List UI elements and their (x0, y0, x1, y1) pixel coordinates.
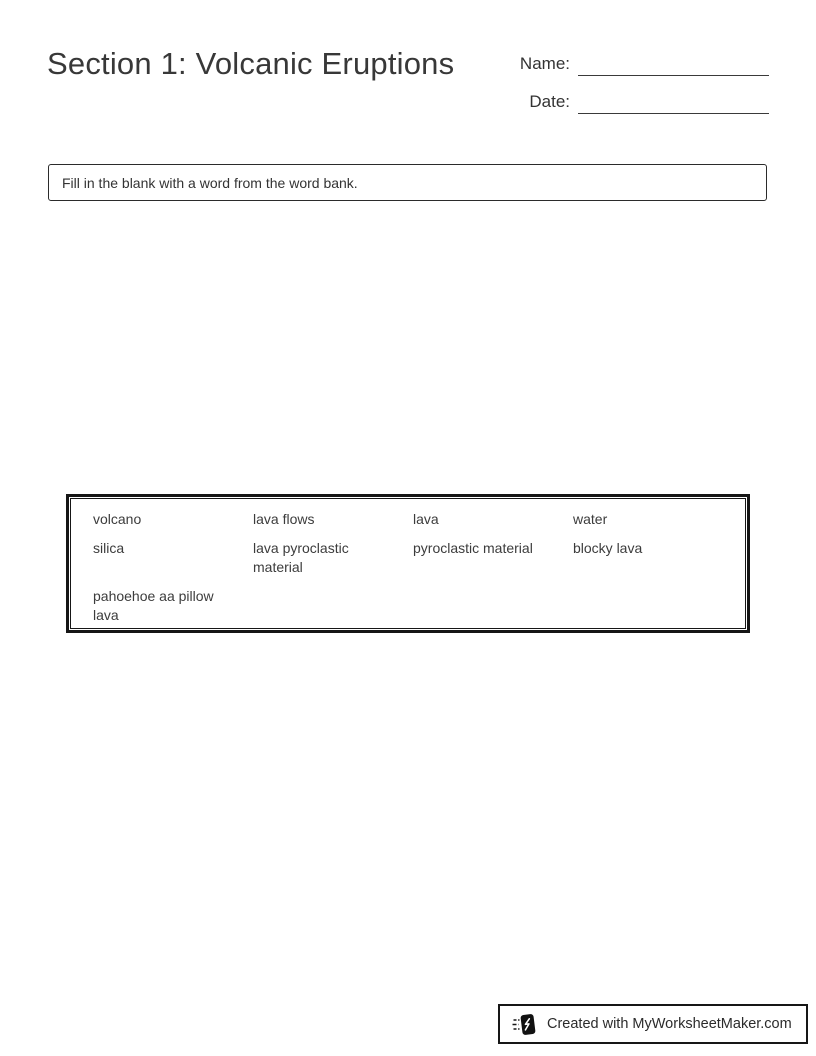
date-field-row (508, 88, 770, 114)
footer-credit (498, 1004, 808, 1044)
word-bank-item: lava (413, 511, 439, 527)
word-bank-item: lava flows (253, 511, 315, 527)
word-bank-item: water (573, 511, 608, 527)
word-bank-item: silica (93, 540, 125, 556)
word-bank-item: pyroclastic material (413, 540, 533, 556)
word-bank-item: volcano (93, 511, 142, 527)
footer-credit-text: Created with MyWorksheetMaker.com (547, 1016, 792, 1032)
word-bank-item: blocky lava (573, 540, 643, 556)
name-field-row (508, 50, 770, 76)
name-input-line[interactable] (578, 52, 769, 76)
date-input-line[interactable] (578, 90, 769, 114)
instruction-box (48, 164, 767, 201)
header-fields (508, 50, 770, 126)
word-bank-grid (70, 498, 746, 629)
word-bank (66, 494, 750, 633)
date-label: Date: (529, 92, 570, 111)
worksheet-maker-logo-icon (512, 1011, 538, 1038)
instruction-text: Fill in the blank with a word from the word bank. (62, 174, 358, 191)
page-title: Section 1: Volcanic Eruptions (47, 46, 455, 81)
word-bank-item: pahoehoe aa pillow lava (93, 588, 214, 623)
word-bank-item: lava pyroclastic material (253, 540, 349, 575)
name-label: Name: (519, 54, 570, 73)
